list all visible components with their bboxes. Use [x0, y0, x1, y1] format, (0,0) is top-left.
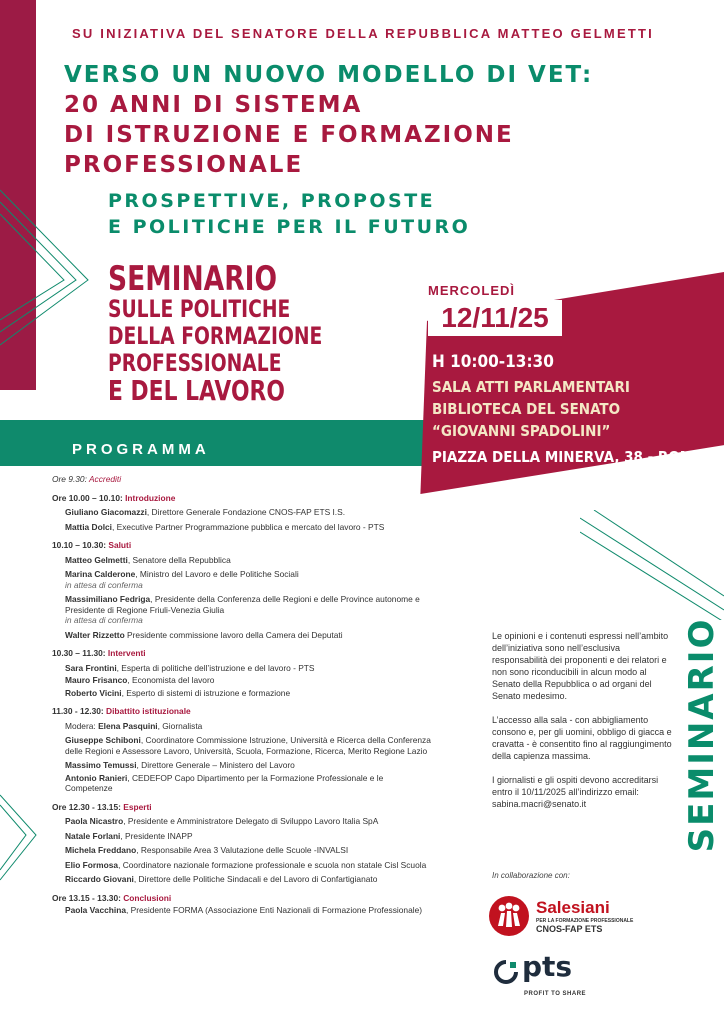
- section-title: Saluti: [108, 540, 132, 550]
- speaker-item: [52, 522, 432, 533]
- speaker-role: , Direttore Generale – Ministero del Lavoro: [136, 760, 295, 770]
- seminario-title-block: [108, 259, 323, 407]
- collaboration-label: In collaborazione con:: [492, 871, 570, 880]
- speaker-item: [52, 874, 432, 885]
- speaker-role: Presidente commissione lavoro della Camera dei Deputati: [124, 629, 343, 640]
- speaker-role: , Coordinatore nazionale formazione professionale e scuola non statale Cisl Scuola: [118, 859, 427, 870]
- salesiani-org: CNOS-FAP ETS: [536, 924, 603, 934]
- venue-line-3: “GIOVANNI SPADOLINI”: [432, 422, 611, 440]
- seminario-line-2: SULLE POLITICHE: [108, 295, 291, 323]
- venue-line-2: BIBLIOTECA DEL SENATO: [432, 400, 621, 418]
- subtitle-line-1: PROSPETTIVE, PROPOSTE: [108, 190, 436, 212]
- speaker-name: Massimo Temussi: [65, 760, 137, 770]
- note-paragraph-3: I giornalisti e gli ospiti devono accreditarsi entro il 10/11/2025 all’indirizzo email: sabina.macri@senato.it: [492, 775, 659, 809]
- speaker-item: [52, 507, 432, 518]
- salesiani-subtitle: PER LA FORMAZIONE PROFESSIONALE: [536, 918, 634, 924]
- speaker-name: Paola Nicastro: [65, 816, 124, 826]
- speaker-role: , Presidente INAPP: [120, 830, 193, 841]
- speaker-role: , Presidente della Conferenza delle Regioni e delle Province autonome e Presidente di Regione Friuli-Venezia Giulia: [65, 594, 420, 615]
- speaker-name: Matteo Gelmetti: [65, 554, 128, 565]
- speaker-name: Elio Formosa: [65, 859, 119, 870]
- seminario-line-5: E DEL LAVORO: [108, 374, 285, 407]
- section-title: Introduzione: [125, 492, 176, 503]
- event-address: PIAZZA DELLA MINERVA, 38 - ROMA: [432, 448, 704, 466]
- salesiani-logo-icon: [489, 896, 529, 936]
- speaker-item: [52, 688, 432, 699]
- title-line-2: 20 ANNI DI SISTEMA: [64, 92, 363, 118]
- speaker-item: [52, 905, 432, 916]
- initiative-line: SU INIZIATIVA DEL SENATORE DELLA REPUBBLICA MATTEO GELMETTI: [72, 26, 654, 41]
- programma-heading: PROGRAMMA: [72, 441, 210, 458]
- speaker-name: Giuliano Giacomazzi: [65, 507, 147, 517]
- speaker-item: [52, 555, 432, 566]
- section-title: Conclusioni: [123, 892, 172, 903]
- speaker-role: , Ministro del Lavoro e delle Politiche Sociali: [135, 569, 299, 579]
- speaker-name: Roberto Vicini: [65, 687, 122, 698]
- speaker-name: Elena Pasquini: [98, 720, 158, 731]
- speaker-name: Marina Calderone: [65, 569, 136, 579]
- section-title: Dibattito istituzionale: [106, 706, 191, 716]
- speaker-name: Walter Rizzetto: [65, 629, 125, 640]
- note-paragraph-2: L’accesso alla sala - con abbigliamento consono e, per gli uomini, obbligo di giacca e cravatta - è consentito fino al raggiungimento della capienza massima.: [492, 715, 672, 761]
- speaker-item: [52, 845, 432, 856]
- speaker-name: Massimiliano Fedriga: [65, 594, 151, 604]
- speaker-role: , Coordinatore Commissione Istruzione, Università e Ricerca della Conferenza delle Regioni e Assessore Lavoro, Università, Scuola, Formazione, Ricerca, Merito Regione Lazio: [65, 735, 431, 756]
- title-line-4: PROFESSIONALE: [64, 152, 304, 178]
- moderator-prefix: Modera:: [65, 720, 99, 731]
- speaker-role: , Presidente FORMA (Associazione Enti Nazionali di Formazione Professionale): [125, 905, 423, 915]
- speaker-item: [52, 594, 432, 626]
- disclaimer-notes: [492, 630, 672, 822]
- section-time: 10.30 – 11.30:: [52, 648, 106, 658]
- section-title: Esperti: [123, 801, 152, 812]
- speaker-name: Riccardo Giovani: [65, 874, 134, 884]
- note-paragraph-1: Le opinioni e i contenuti espressi nell’ambito dell’iniziativa sono nell’esclusiva responsabilità dei proponenti e dei relatori e non sono riconducibili in alcun modo al Senato della Repubblica o ad organi del Senato medesimo.: [492, 631, 669, 701]
- speaker-role: , Senatore della Repubblica: [127, 554, 231, 565]
- opening-label: Accrediti: [88, 474, 122, 484]
- section-time: 10.10 – 10.30:: [52, 540, 107, 550]
- title-line-1: VERSO UN NUOVO MODELLO DI VET:: [64, 62, 594, 88]
- seminario-word: SEMINARIO: [108, 259, 278, 299]
- subtitle-line-2: E POLITICHE PER IL FUTURO: [108, 216, 471, 238]
- seminario-line-4: PROFESSIONALE: [108, 349, 282, 377]
- speaker-name: Natale Forlani: [65, 830, 121, 841]
- vertical-seminario-text: SEMINARIO: [682, 617, 722, 853]
- speaker-note: in attesa di conferma: [65, 579, 143, 590]
- speaker-role: , Esperta di politiche dell’istruzione e del lavoro - PTS: [116, 662, 315, 673]
- speaker-item: [52, 860, 432, 871]
- speaker-role: , Giornalista: [157, 720, 203, 731]
- section-time: Ore 13.15 - 13.30:: [52, 892, 121, 903]
- speaker-role: , Responsabile Area 3 Valutazione delle Scuole -INVALSI: [136, 845, 349, 855]
- salesiani-name: Salesiani: [536, 898, 610, 917]
- speaker-role: , Direttore delle Politiche Sindacali e del Lavoro di Confartigianato: [133, 874, 378, 884]
- vertical-seminario-label: [682, 555, 722, 915]
- speaker-note: in attesa di conferma: [65, 615, 143, 625]
- pts-name: pts: [522, 950, 573, 983]
- speaker-item: [52, 773, 432, 794]
- speaker-item: [52, 831, 432, 842]
- speaker-name: Mattia Dolci: [65, 521, 112, 532]
- decorative-lines-top: [0, 180, 90, 350]
- pts-tagline: PROFIT TO SHARE: [524, 991, 587, 997]
- speaker-role: , Executive Partner Programmazione pubblica e mercato del lavoro - PTS: [112, 521, 385, 532]
- speaker-role: , Direttore Generale Fondazione CNOS-FAP ETS I.S.: [146, 507, 346, 517]
- speaker-name: Antonio Ranieri: [65, 772, 128, 783]
- event-weekday: MERCOLEDÌ: [428, 283, 515, 298]
- section-time: Ore 10.00 – 10.10:: [52, 492, 123, 503]
- speaker-name: Sara Frontini: [65, 662, 117, 673]
- section-time: Ore 12.30 - 13.15:: [52, 801, 121, 812]
- speaker-name: Giuseppe Schiboni: [65, 735, 141, 745]
- speaker-role: , Economista del lavoro: [127, 675, 215, 685]
- section-header: [52, 493, 432, 504]
- speaker-item: [52, 760, 432, 771]
- section-header: [52, 706, 432, 717]
- decorative-lines-bottom: [0, 790, 40, 890]
- event-date: 12/11/25: [428, 300, 562, 336]
- section-header: [52, 540, 432, 551]
- speaker-item: [52, 569, 432, 590]
- speaker-item: [52, 675, 432, 686]
- section-header: [52, 893, 432, 904]
- title-line-3: DI ISTRUZIONE E FORMAZIONE: [64, 122, 514, 148]
- programma-list: [52, 474, 432, 916]
- section-time: 11.30 - 12.30:: [52, 706, 104, 716]
- venue-line-1: SALA ATTI PARLAMENTARI: [432, 378, 630, 396]
- speaker-name: Mauro Frisanco: [65, 675, 128, 685]
- speaker-item: [52, 735, 432, 756]
- opening-entry: [52, 474, 432, 485]
- speaker-name: Michela Freddano: [65, 845, 137, 855]
- pts-logo-icon: [492, 958, 520, 986]
- seminario-line-3: DELLA FORMAZIONE: [108, 322, 323, 350]
- speaker-name: Paola Vacchina: [65, 905, 126, 915]
- speaker-role: , CEDEFOP Capo Dipartimento per la Formazione Professionale e le Competenze: [65, 772, 384, 793]
- section-header: [52, 648, 432, 659]
- section-title: Interventi: [107, 648, 146, 658]
- speaker-item: [52, 816, 432, 827]
- speaker-item: [52, 721, 432, 732]
- opening-time: Ore 9.30:: [52, 474, 87, 484]
- speaker-role: , Esperto di sistemi di istruzione e formazione: [121, 687, 291, 698]
- speaker-item: [52, 630, 432, 641]
- event-time: H 10:00-13:30: [432, 352, 554, 372]
- speaker-item: [52, 663, 432, 674]
- section-header: [52, 802, 432, 813]
- speaker-role: , Presidente e Amministratore Delegato di Sviluppo Lavoro Italia SpA: [123, 816, 379, 826]
